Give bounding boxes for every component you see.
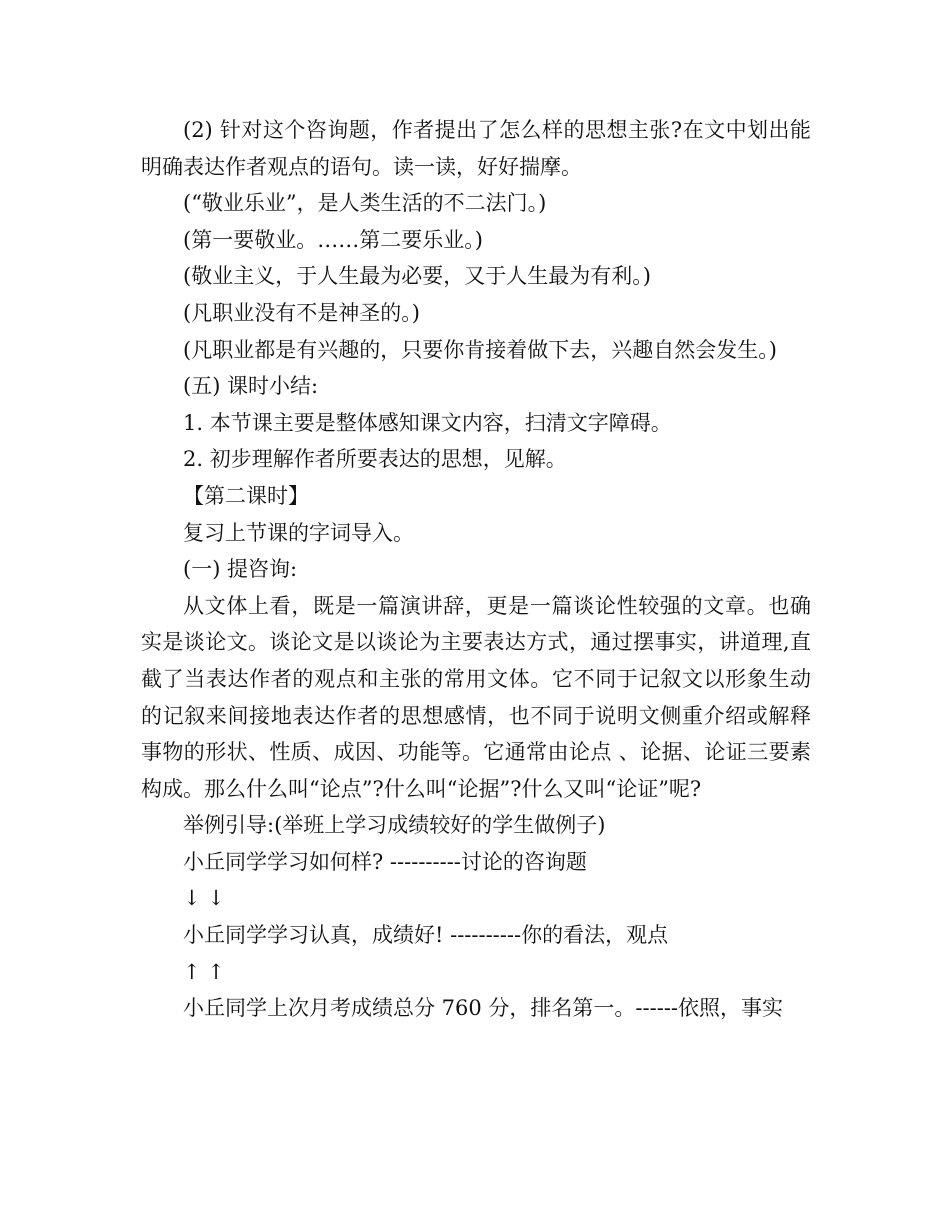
document-body	[141, 112, 811, 1027]
paragraph-question-2: (2) 针对这个咨询题，作者提出了怎么样的思想主张?在文中划出能明确表达作者观点的语句。读一读，好好揣摩。	[141, 118, 811, 179]
section-summary-heading: (五) 课时小结:	[183, 374, 319, 399]
summary-item-2: 2. 初步理解作者所要表达的思想，见解。	[183, 447, 567, 472]
arrow-up-icon: ↑ ↑	[183, 959, 225, 984]
review-intro: 复习上节课的字词导入。	[183, 520, 414, 545]
lesson-two-heading: 【第二课时】	[183, 483, 309, 508]
paragraph-wenti: 从文体上看，既是一篇演讲辞，更是一篇谈论性较强的文章。也确实是谈论文。谈论文是以谈论为主要表达方式，通过摆事实，讲道理,直截了当表达作者的观点和主张的常用文体。它不同于记叙文以形象生动的记叙来间接地表达作者的思想感情，也不同于说明文侧重介绍或解释事物的形状、性质、成因、功能等。它通常由论点 、论据、论证三要素构成。那么什么叫“论点”?什么叫“论据”?什么又叫“论证”呢?	[141, 593, 811, 801]
example-evidence: 小丘同学上次月考成绩总分 760 分，排名第一。------依照，事实	[183, 996, 784, 1021]
quote-jingye-zhuyi: (敬业主义，于人生最为必要，又于人生最为有利。)	[183, 264, 651, 289]
arrow-down-icon: ↓ ↓	[183, 886, 225, 911]
quote-xingqu: (凡职业都是有兴趣的，只要你肯接着做下去，兴趣自然会发生。)	[183, 337, 777, 362]
example-question: 小丘同学学习如何样? ----------讨论的咨询题	[183, 849, 587, 874]
example-guide: 举例引导:(举班上学习成绩较好的学生做例子)	[183, 813, 606, 838]
quote-first-second: (第一要敬业。……第二要乐业。)	[183, 227, 483, 252]
example-viewpoint: 小丘同学学习认真，成绩好! ----------你的看法，观点	[183, 923, 669, 948]
summary-item-1: 1. 本节课主要是整体感知课文内容，扫清文字障碍。	[183, 410, 672, 435]
section-question-heading: (一) 提咨询:	[183, 557, 298, 582]
quote-jingye-leye: (“敬业乐业”，是人类生活的不二法门。)	[183, 191, 547, 216]
quote-shensheng: (凡职业没有不是神圣的。)	[183, 300, 420, 325]
